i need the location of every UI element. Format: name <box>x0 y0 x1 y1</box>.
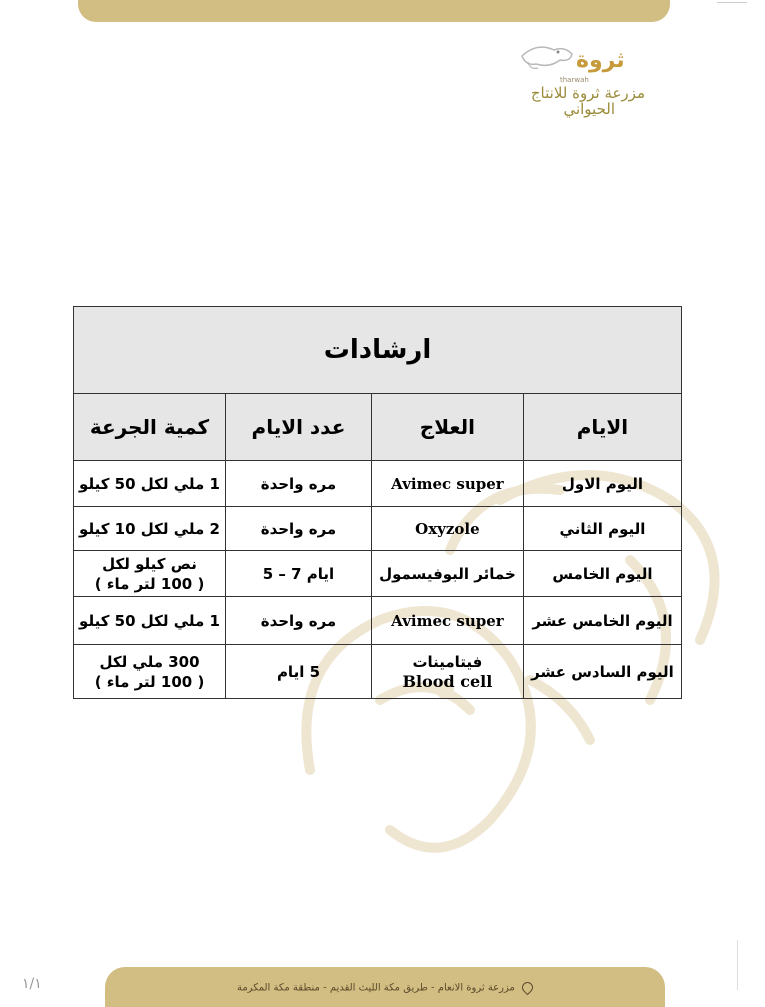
guidelines-table <box>73 306 682 699</box>
logo-latin-text: tharwah <box>560 76 589 84</box>
dose-line-2: ( 100 لتر ماء ) <box>94 574 205 593</box>
side-divider <box>737 940 738 990</box>
cell-dose <box>74 551 226 597</box>
dose-line-1: 300 ملي لكل <box>99 652 200 671</box>
cell-treatment: Avimec super <box>371 597 523 645</box>
cell-day: اليوم الاول <box>523 461 681 507</box>
duration-text: 5 – 7 ايام <box>262 564 335 583</box>
cell-treatment <box>371 645 523 699</box>
cell-day: اليوم الخامس <box>523 551 681 597</box>
footer-address <box>105 982 665 994</box>
cell-treatment: Avimec super <box>371 461 523 507</box>
cell-dose: 1 ملي لكل 50 كيلو <box>74 597 226 645</box>
logo-tagline-1: مزرعة ثروة للانتاج <box>530 84 645 102</box>
cell-duration: مره واحدة <box>226 507 372 551</box>
table-row <box>74 461 682 507</box>
cell-day: اليوم الخامس عشر <box>523 597 681 645</box>
footer-address-text: مزرعة ثروة الانعام - طريق مكة الليث القديم - منطقة مكة المكرمة <box>236 982 515 994</box>
logo-brand-text: ثروة <box>576 48 625 73</box>
table-row <box>74 645 682 699</box>
cell-duration: مره واحدة <box>226 461 372 507</box>
header-treatment: العلاج <box>371 394 523 461</box>
top-decorative-bar <box>78 0 670 22</box>
dose-line-2: ( 100 لتر ماء ) <box>94 672 205 691</box>
table-title: ارشادات <box>74 307 682 394</box>
top-divider <box>717 2 747 3</box>
cell-dose <box>74 645 226 699</box>
cell-treatment: Oxyzole <box>371 507 523 551</box>
dose-line-1: نص كيلو لكل <box>102 554 197 573</box>
page-number: ١/١ <box>22 976 42 992</box>
cell-dose: 1 ملي لكل 50 كيلو <box>74 461 226 507</box>
location-pin-icon <box>520 980 536 996</box>
header-duration: عدد الايام <box>226 394 372 461</box>
treatment-line-2: Blood cell <box>402 671 493 691</box>
cell-dose: 2 ملي لكل 10 كيلو <box>74 507 226 551</box>
cell-duration <box>226 551 372 597</box>
cell-duration: 5 ايام <box>226 645 372 699</box>
treatment-line-1: فيتامينات <box>412 652 483 671</box>
cell-day: اليوم السادس عشر <box>523 645 681 699</box>
cell-day: اليوم الثاني <box>523 507 681 551</box>
table-row <box>74 551 682 597</box>
cell-treatment: خمائر البوفيسمول <box>371 551 523 597</box>
header-dose: كمية الجرعة <box>74 394 226 461</box>
header-days: الايام <box>523 394 681 461</box>
logo-tagline-2: الحيواني <box>563 100 615 118</box>
table-row <box>74 507 682 551</box>
table-row <box>74 597 682 645</box>
cell-duration: مره واحدة <box>226 597 372 645</box>
